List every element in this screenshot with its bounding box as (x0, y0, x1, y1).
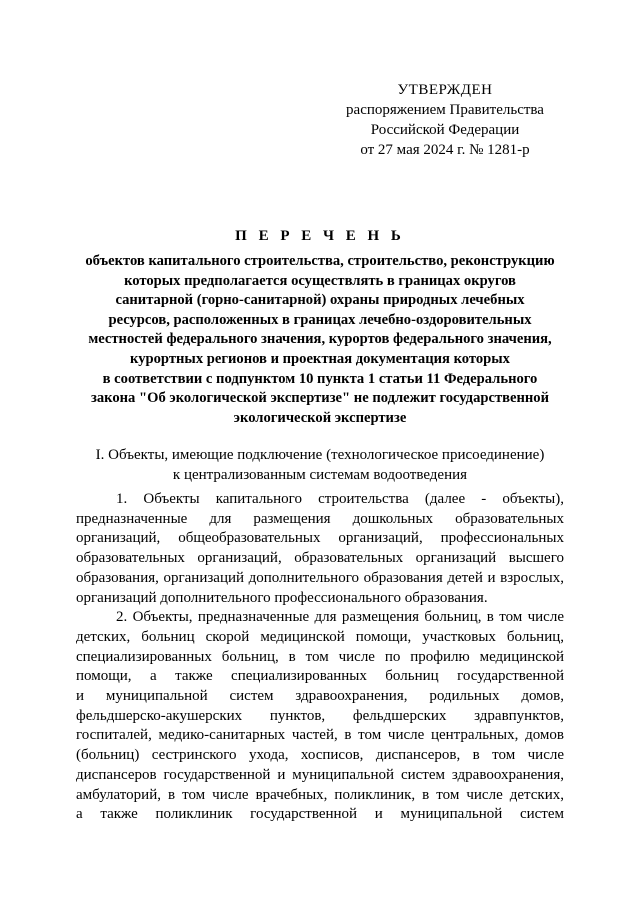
approval-line-3: от 27 мая 2024 г. № 1281-р (360, 142, 530, 158)
paragraph-line: (больниц) сестринского ухода, хосписов, диспансеров, в том числе (76, 747, 564, 764)
section-heading-line-2: к централизованным системам водоотведения (172, 466, 468, 483)
paragraph-line: детских, больниц скорой медицинской помощи, участковых больниц, (76, 628, 564, 645)
subtitle-line: местностей федерального значения, курортов федерального значения, (88, 331, 552, 348)
paragraph-line: предназначенные для размещения дошкольных образовательных (76, 510, 564, 527)
subtitle-line: закона "Об экологической экспертизе" не подлежит государственной (90, 390, 550, 407)
paragraph-line: а также поликлиник государственной и муниципальной систем (76, 806, 564, 823)
paragraph-line: организаций, общеобразовательных организаций, профессиональных (76, 530, 564, 547)
paragraph-line: 2. Объекты, предназначенные для размещения больниц, в том числе (116, 609, 564, 626)
subtitle-line: курортных регионов и проектная документация которых (130, 350, 510, 367)
paragraph-line: специализированных больниц, в том числе по профилю медицинской (76, 648, 564, 665)
approval-block (330, 80, 560, 160)
approval-title: УТВЕРЖДЕН (397, 82, 493, 98)
paragraph-line: помощи, а также специализированных больниц государственной (76, 668, 564, 685)
paragraph-line: 1. Объекты капитального строительства (далее - объекты), (116, 491, 564, 507)
approval-line-1: распоряжением Правительства (346, 102, 544, 118)
paragraph-line: и муниципальной систем здравоохранения, родильных домов, (76, 688, 564, 705)
section-heading-line-1: I. Объекты, имеющие подключение (технологическое присоединение) (95, 447, 545, 463)
paragraph-line: образования, организаций дополнительного образования детей и взрослых, (76, 569, 564, 586)
document-subtitle (70, 252, 570, 428)
subtitle-line: объектов капитального строительства, строительство, реконструкцию (85, 253, 555, 269)
paragraph-line: фельдшерско-акушерских пунктов, фельдшерских здравпунктов, (76, 707, 564, 724)
subtitle-line: в соответствии с подпунктом 10 пункта 1 статьи 11 Федерального (102, 370, 538, 387)
item-1-paragraph (76, 490, 564, 608)
subtitle-line: которых предполагается осуществлять в границах округов (124, 272, 516, 289)
item-2-paragraph (76, 608, 564, 825)
subtitle-line: экологической экспертизе (233, 409, 407, 426)
document-title: П Е Р Е Ч Е Н Ь (235, 228, 405, 244)
approval-line-2: Российской Федерации (370, 122, 520, 138)
document-body (76, 490, 564, 825)
paragraph-line: организаций дополнительного профессионального образования. (76, 589, 488, 606)
paragraph-line: диспансеров государственной и муниципальной систем здравоохранения, (76, 766, 564, 783)
paragraph-line: госпиталей, медико-санитарных частей, в том числе центральных, домов (76, 727, 564, 744)
section-heading (70, 446, 570, 485)
paragraph-line: образовательных организаций, образовательных организаций высшего (76, 550, 564, 567)
subtitle-line: ресурсов, расположенных в границах лечебно-оздоровительных (108, 311, 532, 328)
paragraph-line: амбулаторий, в том числе врачебных, поликлиник, в том числе детских, (76, 786, 564, 803)
subtitle-line: санитарной (горно-санитарной) охраны природных лечебных (115, 292, 525, 309)
